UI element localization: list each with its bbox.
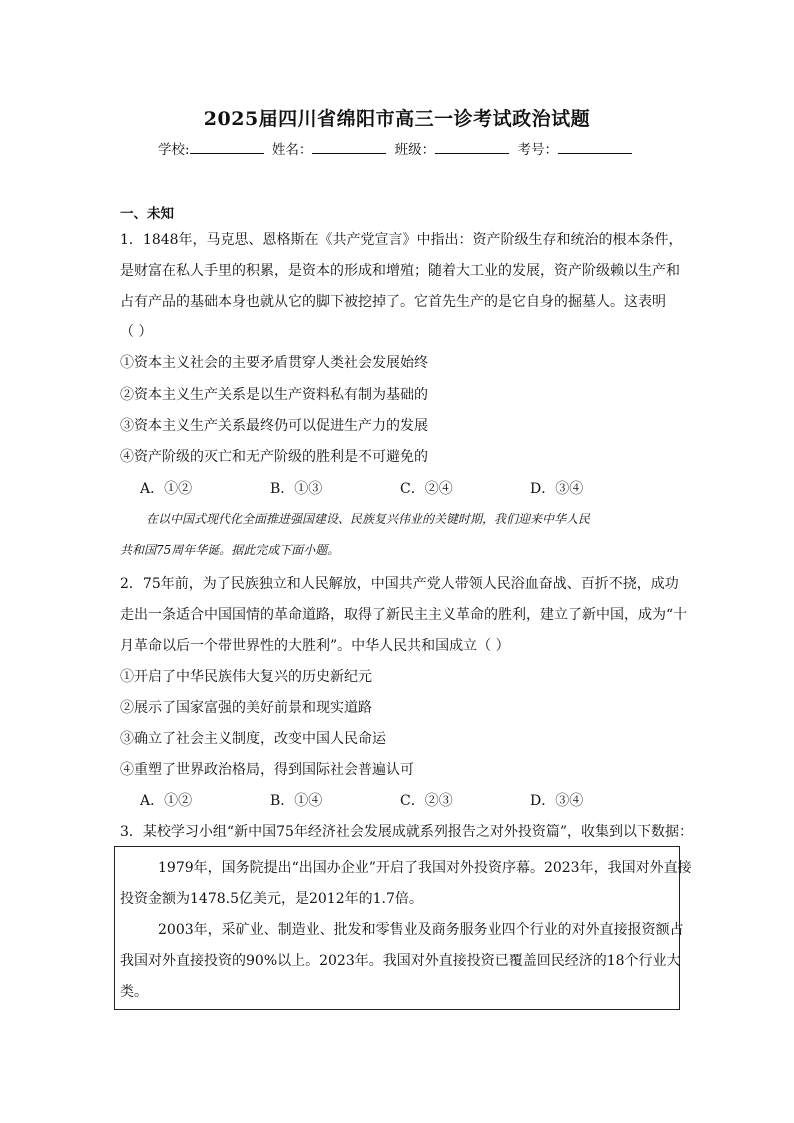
material-line: 2003年，采矿业、制造业、批发和零售业及商务服务业四个行业的对外直接报资额占 [158, 922, 684, 938]
class-blank[interactable] [435, 140, 509, 154]
q2-item: ④重塑了世界政治格局，得到国际社会普遍认可 [120, 762, 414, 778]
q1-choice-a[interactable]: A．①② [140, 481, 193, 497]
q3-stem: 3．某校学习小组“新中国75年经济社会发展成就系列报告之对外投资篇”，收集到以下数据： [120, 824, 694, 840]
page-title: 2025届四川省绵阳市高三一诊考试政治试题 [203, 108, 591, 130]
name-label: 姓名： [271, 142, 313, 158]
q2-stem-line: 2．75年前，为了民族独立和人民解放，中国共产党人带领人民浴血奋战、百折不挠，成功 [120, 576, 679, 592]
q1-item: ③资本主义生产关系最终仍可以促进生产力的发展 [120, 418, 428, 434]
intro-line: 在以中国式现代化全面推进强国建设、民族复兴伟业的关键时期，我们迎来中华人民 [146, 512, 591, 526]
q1-stem-line: 1．1848年，马克思、恩格斯在《共产党宣言》中指出：资产阶级生存和统治的根本条件， [120, 232, 683, 248]
name-blank[interactable] [312, 140, 386, 154]
q1-choice-b[interactable]: B．①③ [270, 481, 323, 497]
q1-item: ④资产阶级的灭亡和无产阶级的胜利是不可避免的 [120, 449, 428, 465]
school-blank[interactable] [190, 140, 264, 154]
exam-no-blank[interactable] [558, 140, 632, 154]
q2-item: ②展示了国家富强的美好前景和现实道路 [120, 700, 372, 716]
intro-line: 共和国75周年华诞。据此完成下面小题。 [120, 543, 340, 557]
q2-choice-b[interactable]: B．①④ [270, 793, 323, 809]
material-line: 投资金额为1478.5亿美元，是2012年的1.7倍。 [120, 891, 423, 907]
q2-stem-line: 月革命以后一个带世界性的大胜利”。中华人民共和国成立（ ） [120, 638, 510, 654]
q2-choices [140, 790, 660, 810]
q1-item: ②资本主义生产关系是以生产资料私有制为基础的 [120, 387, 428, 403]
material-line: 类。 [120, 984, 148, 1000]
q2-item: ③确立了社会主义制度，改变中国人民命运 [120, 731, 386, 747]
q1-stem-line: 占有产品的基础本身也就从它的脚下被挖掉了。它首先生产的是它自身的掘墓人。这表明 [120, 294, 666, 310]
q2-choice-c[interactable]: C．②③ [400, 793, 453, 809]
q1-choices [140, 478, 660, 498]
q1-stem-line: 是财富在私人手里的积累，是资本的形成和增殖；随着大工业的发展，资产阶级赖以生产和 [120, 263, 680, 279]
q1-choice-c[interactable]: C．②④ [400, 481, 453, 497]
section-heading: 一、未知 [120, 206, 174, 222]
class-label: 班级： [394, 142, 436, 158]
q1-choice-d[interactable]: D．③④ [530, 481, 584, 497]
student-info-line [0, 138, 794, 158]
school-label: 学校: [158, 142, 190, 158]
material-line: 我国对外直接投资的90%以上。2023年。我国对外直接投资已覆盖回民经济的18个行业大 [120, 953, 681, 969]
q2-choice-d[interactable]: D．③④ [530, 793, 584, 809]
q2-item: ①开启了中华民族伟大复兴的历史新纪元 [120, 669, 372, 685]
q1-item: ①资本主义社会的主要矛盾贯穿人类社会发展始终 [120, 355, 428, 371]
q2-stem-line: 走出一条适合中国国情的革命道路，取得了新民主主义革命的胜利，建立了新中国，成为“十 [120, 607, 688, 623]
exam-no-label: 考号： [517, 142, 558, 158]
material-line: 1979年，国务院提出“出国办企业”开启了我国对外投资序幕。2023年，我国对外直接 [158, 860, 692, 876]
q1-stem-line: （ ） [120, 324, 153, 340]
q2-choice-a[interactable]: A．①② [140, 793, 193, 809]
